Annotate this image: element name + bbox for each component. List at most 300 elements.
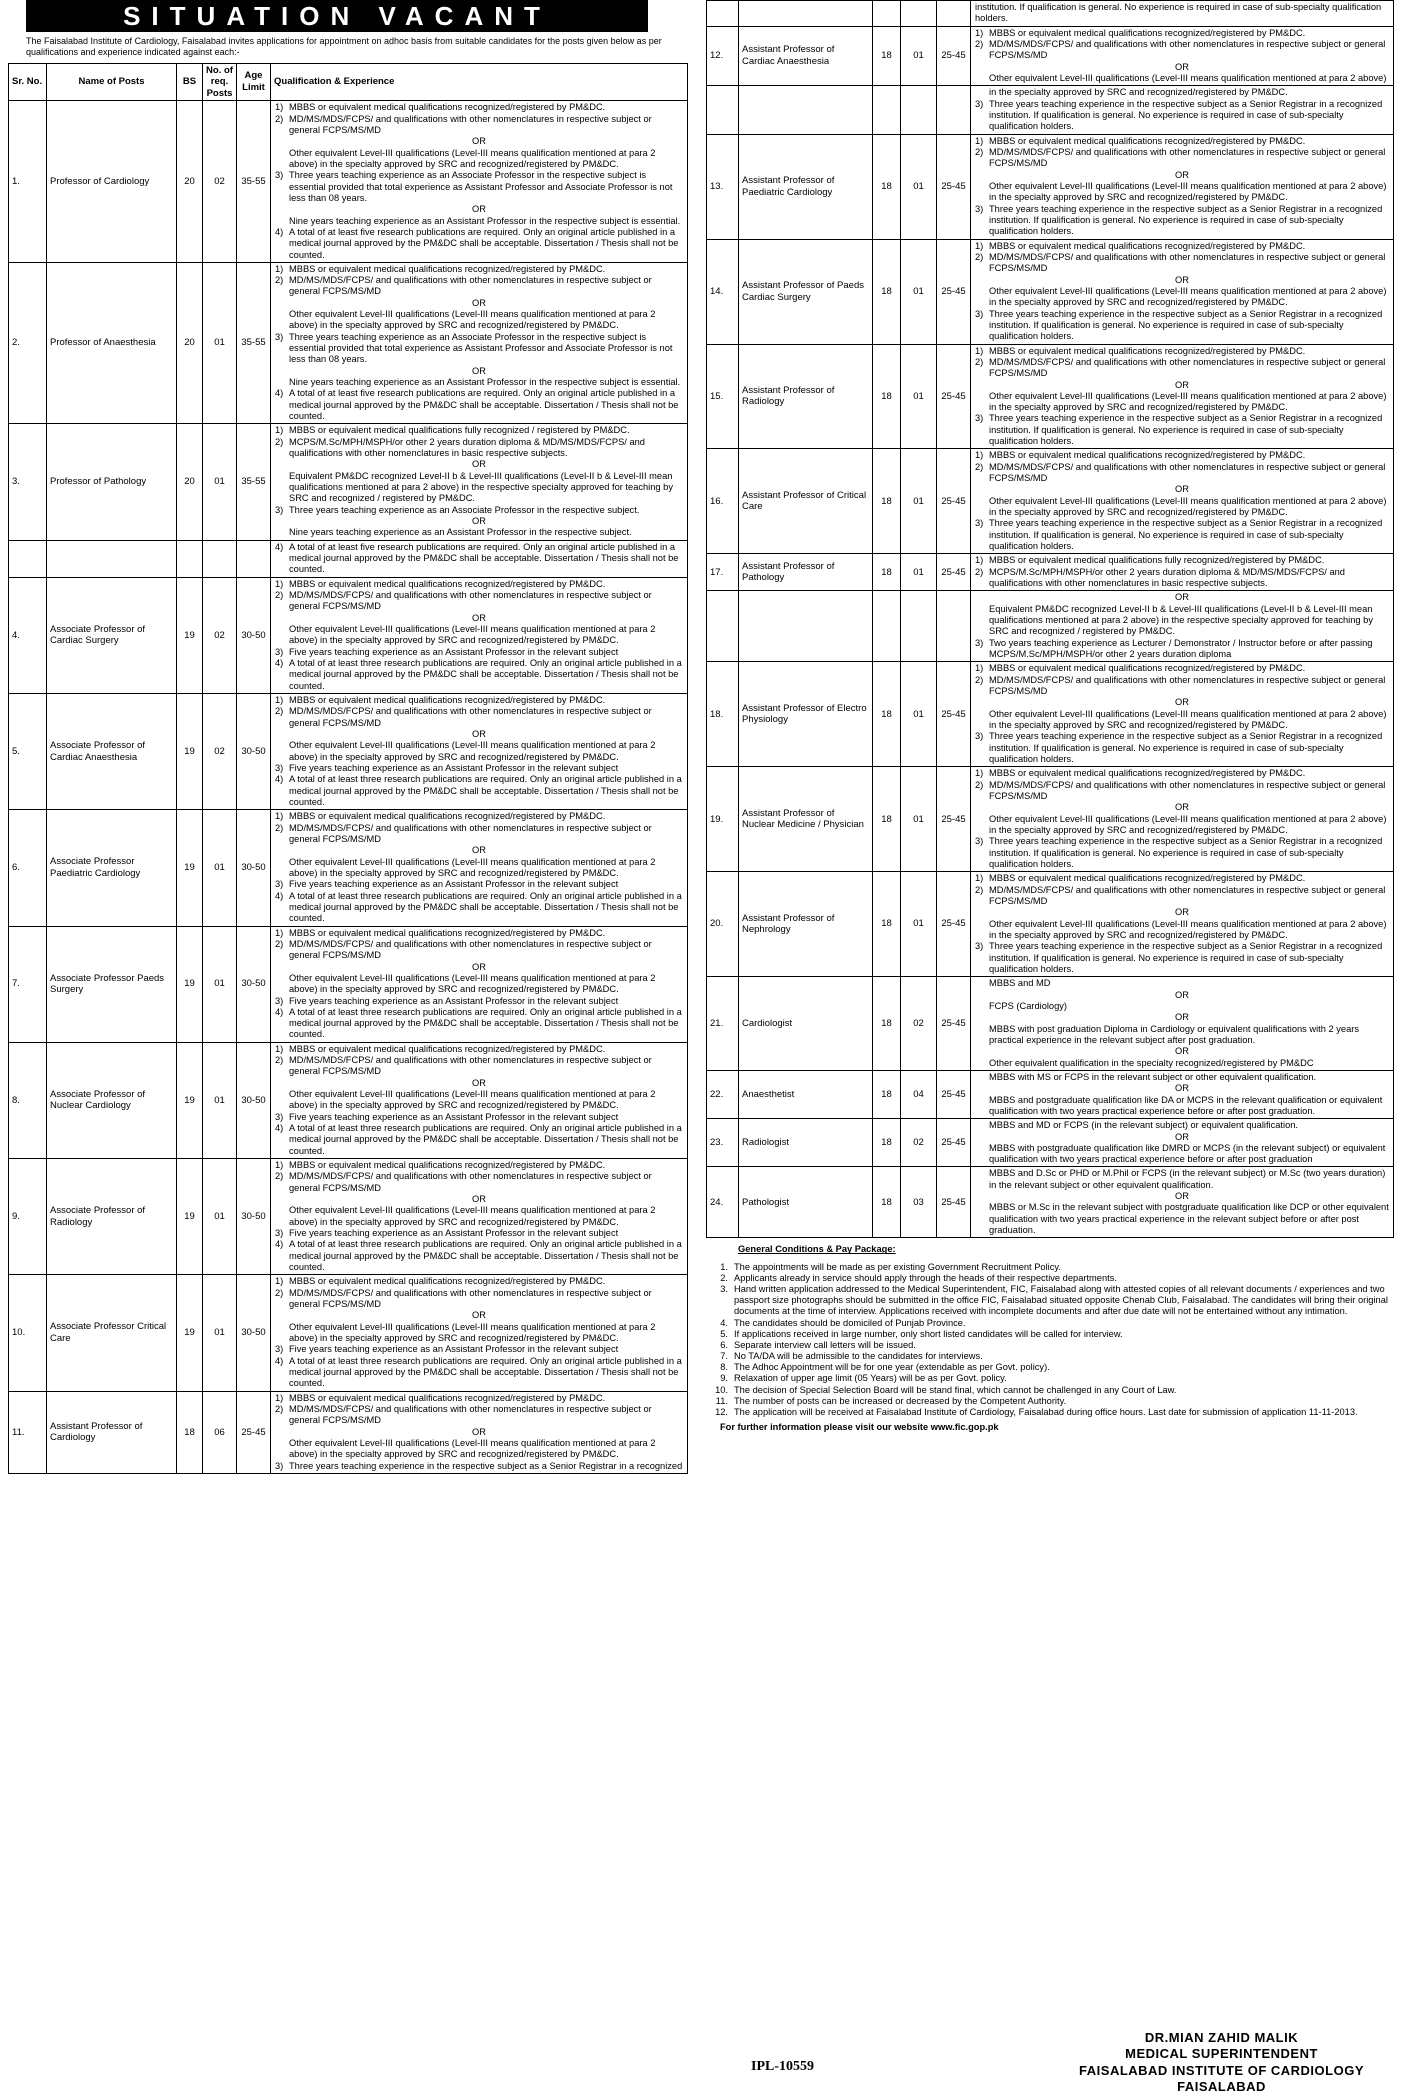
- qualification-item: [275, 1438, 683, 1461]
- qualification-item: [275, 309, 683, 332]
- signature-block: [1079, 2030, 1364, 2095]
- cell-bs: 18: [873, 1119, 901, 1167]
- cell-age: 25-45: [937, 662, 971, 767]
- item-text: MBBS with postgraduate qualification like DMRD or MCPS (in the relevant subject) or equivalent qualification with two years practical experience before or after post graduation: [989, 1142, 1386, 1165]
- cell-age: 25-45: [937, 977, 971, 1071]
- item-text: Other equivalent Level-III qualifications (Level-III means qualification mentioned at para 2 above) in the specialty approved by SRC and recognized/registered by PM&DC.: [989, 708, 1387, 731]
- or-separator: OR: [472, 365, 486, 376]
- cell-name: Associate Professor Paediatric Cardiology: [47, 810, 177, 926]
- cell-qualification: [971, 449, 1394, 554]
- qualification-item: [275, 579, 683, 590]
- qualification-item: [975, 675, 1389, 698]
- item-number: 1): [275, 927, 284, 938]
- qualification-item: [975, 780, 1389, 803]
- item-text: Other equivalent Level-III qualifications (Level-III means qualification mentioned at para 2 above) in the specialty approved by SRC and recognized/registered by PM&DC.: [289, 1321, 656, 1344]
- qualification-item: [275, 811, 683, 822]
- item-text: MBBS or equivalent medical qualifications recognized/registered by PM&DC.: [289, 1043, 606, 1054]
- item-text: MBBS or equivalent medical qualifications recognized/registered by PM&DC.: [989, 240, 1306, 251]
- cell-sr: 19.: [707, 767, 739, 872]
- or-separator: OR: [1175, 1131, 1189, 1142]
- cell-age: 25-45: [937, 872, 971, 977]
- cell-bs: 19: [177, 693, 203, 809]
- item-number: 2): [975, 38, 984, 49]
- cell-name: Pathologist: [739, 1167, 873, 1238]
- cell-age: [237, 540, 271, 577]
- item-number: [275, 527, 289, 538]
- item-text: MBBS or equivalent medical qualifications recognized/registered by PM&DC.: [989, 768, 1306, 779]
- cell-bs: 18: [873, 977, 901, 1071]
- table-row: [9, 693, 688, 809]
- cell-qualification: [271, 577, 688, 693]
- item-text: MD/MS/MDS/FCPS/ and qualifications with other nomenclatures in respective subject or general FCPS/MS/MD: [989, 251, 1386, 274]
- cell-name: Professor of Pathology: [47, 424, 177, 540]
- item-text: MD/MS/MDS/FCPS/ and qualifications with other nomenclatures in respective subject or general FCPS/MS/MD: [989, 38, 1386, 61]
- qualification-item: [275, 695, 683, 706]
- cell-sr: 5.: [9, 693, 47, 809]
- or-separator: OR: [1175, 1191, 1189, 1202]
- item-number: 3): [975, 941, 984, 952]
- item-number: 2): [275, 1287, 284, 1298]
- item-text: MD/MS/MDS/FCPS/ and qualifications with other nomenclatures in respective subject or general FCPS/MS/MD: [289, 822, 652, 844]
- or-separator: OR: [1175, 379, 1189, 390]
- cell-posts: 01: [901, 26, 937, 86]
- cell-bs: 20: [177, 424, 203, 540]
- table-row: [707, 591, 1394, 662]
- item-text: MBBS or equivalent medical qualifications recognized/registered by PM&DC.: [289, 1392, 606, 1403]
- item-number: 4): [275, 1355, 284, 1366]
- further-info: For further information please visit our website www.fic.gop.pk: [720, 1421, 999, 1432]
- qualification-item: [275, 1228, 683, 1239]
- qualification-item: [275, 1461, 683, 1472]
- condition-item: [706, 1329, 1394, 1340]
- item-text: MD/MS/MDS/FCPS/ and qualifications with other nomenclatures in respective subject or general FCPS/MS/MD: [289, 275, 652, 297]
- item-text: A total of at least three research publications are required. Only an original article published in a medical journal approved by the PM&DC shall be acceptable. Dissertation / Thesis shall not be counted.: [289, 1355, 682, 1389]
- cell-qualification: [271, 262, 688, 424]
- item-number: 3): [975, 308, 984, 319]
- item-text: MD/MS/MDS/FCPS/ and qualifications with other nomenclatures in respective subject or general FCPS/MS/MD: [289, 1171, 652, 1193]
- cell-age: 25-45: [937, 1167, 971, 1238]
- cell-name: [739, 86, 873, 134]
- cell-bs: 20: [177, 101, 203, 263]
- qualification-item: [975, 731, 1389, 765]
- cell-name: Associate Professor of Cardiac Anaesthesia: [47, 693, 177, 809]
- cell-qualification: [971, 134, 1394, 239]
- condition-text: No TA/DA will be admissible to the candidates for interviews.: [734, 1351, 983, 1362]
- item-number: 2): [275, 938, 284, 949]
- item-text: MBBS or equivalent medical qualifications recognized/registered by PM&DC.: [289, 263, 606, 274]
- item-number: [975, 73, 989, 84]
- or-separator: OR: [1175, 61, 1189, 72]
- cell-age: 35-55: [237, 101, 271, 263]
- cell-bs: 18: [873, 662, 901, 767]
- item-number: [975, 1024, 989, 1047]
- condition-text: The decision of Special Selection Board will be stand final, which cannot be challenged in any Court of Law.: [734, 1384, 1177, 1395]
- item-number: 3): [275, 1111, 284, 1122]
- cell-posts: 01: [901, 662, 937, 767]
- header-bs: BS: [177, 63, 203, 101]
- item-number: [975, 604, 989, 638]
- table-row: [707, 26, 1394, 86]
- signatory-designation: MEDICAL SUPERINTENDENT: [1125, 2046, 1318, 2062]
- item-text: MBBS or equivalent medical qualifications recognized/registered by PM&DC.: [289, 578, 606, 589]
- qualification-item: [275, 1356, 683, 1390]
- cell-qualification: [271, 540, 688, 577]
- item-text: Three years teaching experience in the respective subject as a Senior Registrar in a recognized institution. If qualification is general. No experience is required in case of sub-specialty qualification holders.: [989, 731, 1383, 764]
- cell-posts: 01: [901, 239, 937, 344]
- condition-number: 6.: [720, 1339, 728, 1350]
- cell-qualification: [971, 591, 1394, 662]
- item-text: MD/MS/MDS/FCPS/ and qualifications with other nomenclatures in respective subject or general FCPS/MS/MD: [289, 1055, 652, 1077]
- item-number: 3): [975, 518, 984, 529]
- item-number: [975, 814, 989, 837]
- item-text: Three years teaching experience in the respective subject as a Senior Registrar in a recognized institution. If qualification is general. No experience is required in case of sub-specialty qualification holders.: [989, 98, 1383, 132]
- qualification-item: [975, 1202, 1389, 1236]
- condition-item: [706, 1385, 1394, 1396]
- item-number: [975, 87, 989, 98]
- item-number: 3): [975, 637, 984, 648]
- item-number: 1): [275, 1276, 284, 1287]
- table-row: [9, 577, 688, 693]
- qualification-item: [275, 170, 683, 204]
- qualification-item: [275, 624, 683, 647]
- cell-sr: 10.: [9, 1275, 47, 1391]
- cell-bs: 19: [177, 926, 203, 1042]
- qualification-item: [275, 1322, 683, 1345]
- item-text: Three years teaching experience as an Associate Professor in the respective subject is essential provided that total experience as Assistant Professor and Associate Professor is not less than 08 years.: [289, 331, 673, 365]
- item-number: [275, 1438, 289, 1461]
- qualification-item: [975, 663, 1389, 674]
- general-conditions: [706, 1244, 1394, 1433]
- item-number: 3): [275, 504, 284, 515]
- item-number: 2): [275, 590, 284, 601]
- item-number: 4): [275, 226, 284, 237]
- table-row: [9, 810, 688, 926]
- cell-posts: 01: [203, 926, 237, 1042]
- or-separator: OR: [472, 728, 486, 739]
- condition-item: [706, 1362, 1394, 1373]
- table-row: [707, 1070, 1394, 1118]
- qualification-item: [975, 555, 1389, 566]
- ipl-number: IPL-10559: [751, 2059, 814, 2074]
- item-text: MBBS or equivalent medical qualifications recognized/registered by PM&DC.: [289, 1160, 606, 1171]
- item-text: MBBS or equivalent medical qualifications recognized/registered by PM&DC.: [289, 694, 606, 705]
- item-number: 2): [975, 566, 984, 577]
- left-column: [8, 0, 688, 1474]
- condition-text: The candidates should be domiciled of Punjab Province.: [734, 1317, 966, 1328]
- cell-sr: 11.: [9, 1391, 47, 1473]
- item-number: 3): [275, 1228, 284, 1239]
- or-separator: OR: [1175, 802, 1189, 813]
- item-text: Other equivalent Level-III qualifications (Level-III means qualification mentioned at para 2 above) in the specialty approved by SRC and recognized/registered by PM&DC.: [289, 1205, 656, 1227]
- item-text: FCPS (Cardiology): [989, 1000, 1068, 1011]
- item-number: 1): [975, 873, 984, 884]
- cell-bs: [177, 540, 203, 577]
- qualification-item: [275, 1404, 683, 1427]
- or-separator: OR: [472, 845, 486, 856]
- item-number: [275, 148, 289, 171]
- item-number: [275, 857, 289, 880]
- qualification-item: [975, 181, 1389, 204]
- cell-age: [937, 591, 971, 662]
- header-qualification: Qualification & Experience: [271, 63, 688, 101]
- table-row: [707, 554, 1394, 591]
- item-text: Other equivalent Level-III qualifications (Level-III means qualification mentioned at para 2 above) in the specialty approved by SRC and recognized/registered by PM&DC.: [289, 1089, 656, 1111]
- cell-name: Assistant Professor of Electro Physiology: [739, 662, 873, 767]
- cell-age: 25-45: [937, 1119, 971, 1167]
- item-number: 2): [975, 779, 984, 790]
- item-text: MBBS with post graduation Diploma in Cardiology or equivalent qualifications with 2 years practical experience in the relevant subject after post graduation.: [989, 1023, 1360, 1045]
- item-number: 4): [275, 657, 284, 668]
- cell-bs: 19: [177, 577, 203, 693]
- qualification-item: [275, 973, 683, 996]
- condition-number: 3.: [720, 1284, 728, 1295]
- item-text: Three years teaching experience as an Associate Professor in the respective subject.: [289, 504, 640, 515]
- qualification-item: [975, 768, 1389, 779]
- or-separator: OR: [472, 459, 486, 470]
- item-text: MBBS and MD or FCPS (in the relevant subject) or equivalent qualification.: [989, 1120, 1299, 1131]
- qualification-item: [975, 204, 1389, 238]
- item-text: MD/MS/MDS/FCPS/ and qualifications with other nomenclatures in respective subject or general FCPS/MS/MD: [289, 113, 652, 135]
- qualification-item: [275, 939, 683, 962]
- item-number: 4): [275, 388, 284, 399]
- item-text: MCPS/M.Sc/MPH/MSPH/or other 2 years duration diploma & MD/MS/MDS/FCPS/ and qualifications with other nomenclatures in basic respective subjects.: [289, 436, 645, 459]
- cell-name: [47, 540, 177, 577]
- table-header-row: [9, 63, 688, 101]
- item-text: MBBS or equivalent medical qualifications recognized/registered by PM&DC.: [989, 663, 1306, 674]
- cell-age: 25-45: [237, 1391, 271, 1473]
- item-text: MD/MS/MDS/FCPS/ and qualifications with other nomenclatures in respective subject or general FCPS/MS/MD: [989, 356, 1386, 379]
- cell-sr: [707, 86, 739, 134]
- cell-bs: 18: [873, 344, 901, 449]
- or-separator: OR: [1175, 1083, 1189, 1094]
- cell-qualification: [271, 926, 688, 1042]
- or-separator: OR: [1175, 592, 1189, 603]
- table-row: [707, 977, 1394, 1071]
- item-number: [975, 1120, 989, 1131]
- cell-posts: 02: [901, 1119, 937, 1167]
- item-text: Two years teaching experience as Lecturer / Demonstrator / Instructor before or after passing MCPS/M.Sc/MPH/MSPH/or other 2 years duration diploma: [989, 637, 1373, 660]
- conditions-title: General Conditions & Pay Package:: [738, 1244, 896, 1255]
- item-number: 2): [275, 1171, 284, 1182]
- qualification-item: [975, 885, 1389, 908]
- qualification-item: [975, 462, 1389, 485]
- item-text: Five years teaching experience as an Assistant Professor in the relevant subject: [289, 1344, 619, 1355]
- qualification-item: [975, 87, 1389, 98]
- item-number: 3): [975, 731, 984, 742]
- cell-age: 30-50: [237, 693, 271, 809]
- item-number: 2): [275, 1055, 284, 1066]
- or-separator: OR: [1175, 1046, 1189, 1057]
- qualification-item: [275, 1089, 683, 1112]
- item-number: 2): [975, 461, 984, 472]
- cell-sr: 2.: [9, 262, 47, 424]
- condition-number: 9.: [720, 1373, 728, 1384]
- item-text: MBBS or equivalent medical qualifications recognized/registered by PM&DC.: [289, 102, 606, 113]
- table-row: [707, 662, 1394, 767]
- qualification-item: [275, 879, 683, 890]
- item-number: 2): [275, 275, 284, 286]
- item-number: 1): [275, 694, 284, 705]
- qualification-item: [275, 706, 683, 729]
- cell-age: 30-50: [237, 577, 271, 693]
- qualification-item: [975, 39, 1389, 62]
- header-name: Name of Posts: [47, 63, 177, 101]
- cell-name: Professor of Cardiology: [47, 101, 177, 263]
- or-separator: OR: [472, 297, 486, 308]
- item-text: Three years teaching experience in the respective subject as a Senior Registrar in a recognized institution. If qualification is general. No experience is required in case of sub-specialty qualification holders.: [989, 203, 1383, 237]
- item-number: 1): [975, 240, 984, 251]
- table-row: [707, 872, 1394, 977]
- cell-posts: [203, 540, 237, 577]
- item-text: MBBS or equivalent medical qualifications recognized/registered by PM&DC.: [289, 927, 606, 938]
- item-text: Other equivalent Level-III qualifications (Level-III means qualification mentioned at para 2 above) in the specialty approved by SRC and recognized/registered by PM&DC.: [289, 147, 656, 169]
- item-number: 3): [975, 98, 984, 109]
- condition-number: 7.: [720, 1351, 728, 1362]
- cell-posts: 02: [901, 977, 937, 1071]
- item-text: MBBS and D.Sc or PHD or M.Phil or FCPS (in the relevant subject) or M.Sc (two years duration) in the relevant subject or other equivalent qualification.: [989, 1168, 1386, 1190]
- qualification-item: [975, 413, 1389, 447]
- item-number: [975, 286, 989, 309]
- item-text: Other equivalent Level-III qualifications (Level-III means qualification mentioned at para 2 above) in the specialty approved by SRC and recognized/registered by PM&DC.: [989, 813, 1387, 835]
- cell-sr: 1.: [9, 101, 47, 263]
- item-number: 1): [275, 263, 284, 274]
- item-text: Nine years teaching experience as an Assistant Professor in the respective subject is essential.: [289, 377, 681, 388]
- item-number: 3): [275, 331, 284, 342]
- right-table-body: [707, 1, 1394, 1238]
- cell-sr: 15.: [707, 344, 739, 449]
- qualification-item: [975, 836, 1389, 870]
- item-text: Five years teaching experience as an Assistant Professor in the relevant subject: [289, 1228, 619, 1239]
- or-separator: OR: [1175, 274, 1189, 285]
- item-text: MD/MS/MDS/FCPS/ and qualifications with other nomenclatures in respective subject or general FCPS/MS/MD: [989, 884, 1386, 906]
- item-number: 3): [275, 1344, 284, 1355]
- item-text: MBBS or equivalent medical qualifications fully recognized / registered by PM&DC.: [289, 425, 630, 436]
- item-number: 4): [275, 1123, 284, 1134]
- item-text: MD/MS/MDS/FCPS/ and qualifications with other nomenclatures in respective subject or general FCPS/MS/MD: [989, 674, 1386, 697]
- cell-name: Assistant Professor of Cardiac Anaesthesia: [739, 26, 873, 86]
- item-number: 1): [275, 811, 284, 822]
- qualification-item: [275, 996, 683, 1007]
- qualification-item: [275, 1344, 683, 1355]
- qualification-item: [975, 147, 1389, 170]
- item-text: MBBS and postgraduate qualification like DA or MCPS in the relevant qualification or equivalent qualification with two years practical experience before or after post graduation.: [989, 1094, 1383, 1116]
- qualification-item: [275, 437, 683, 460]
- item-number: [975, 709, 989, 732]
- qualification-item: [975, 709, 1389, 732]
- qualification-item: [275, 527, 683, 538]
- cell-age: 25-45: [937, 344, 971, 449]
- qualification-item: [975, 309, 1389, 343]
- table-row: [9, 540, 688, 577]
- qualification-item: [975, 1001, 1389, 1012]
- item-text: Equivalent PM&DC recognized Level-II b & Level-III qualifications (Level-II b & Level-III mean qualifications mentioned at para 2 above) in the respective specialty approved for teaching by SRC and recognized / registered by PM&DC.: [989, 603, 1373, 637]
- item-number: 4): [275, 541, 284, 552]
- item-number: 3): [275, 646, 284, 657]
- or-separator: OR: [472, 961, 486, 972]
- item-number: 2): [275, 706, 284, 717]
- or-separator: OR: [1175, 907, 1189, 918]
- cell-sr: [707, 591, 739, 662]
- item-text: MD/MS/MDS/FCPS/ and qualifications with other nomenclatures in respective subject or general FCPS/MS/MD: [289, 706, 652, 728]
- cell-bs: 18: [873, 767, 901, 872]
- or-separator: OR: [472, 516, 486, 527]
- item-number: 1): [975, 555, 984, 566]
- qualification-item: [975, 873, 1389, 884]
- condition-text: If applications received in large number, only short listed candidates will be called for interview.: [734, 1328, 1123, 1339]
- qualification-item: [975, 450, 1389, 461]
- item-text: Other equivalent Level-III qualifications (Level-III means qualification mentioned at para 2 above) in the specialty approved by SRC and recognized/registered by PM&DC.: [989, 285, 1387, 308]
- qualification-item: [275, 1007, 683, 1041]
- cell-sr: 17.: [707, 554, 739, 591]
- item-text: Three years teaching experience in the respective subject as a Senior Registrar in a recognized: [289, 1460, 683, 1471]
- item-text: A total of at least three research publications are required. Only an original article published in a medical journal approved by the PM&DC shall be acceptable. Dissertation / Thesis shall not be counted.: [289, 657, 682, 691]
- item-text: Three years teaching experience as an Associate Professor in the respective subject is essential provided that total experience as Assistant Professor and Associate Professor is not less than 08 years.: [289, 170, 673, 203]
- cell-posts: 03: [901, 1167, 937, 1238]
- or-separator: OR: [472, 1426, 486, 1437]
- item-text: MBBS or equivalent medical qualifications recognized/registered by PM&DC.: [989, 135, 1306, 146]
- cell-qualification: [971, 1070, 1394, 1118]
- signatory-org: FAISALABAD INSTITUTE OF CARDIOLOGY: [1079, 2062, 1364, 2078]
- item-text: Three years teaching experience in the respective subject as a Senior Registrar in a recognized institution. If qualification is general. No experience is required in case of sub-specialty qualification holders.: [989, 941, 1383, 974]
- condition-text: Applicants already in service should apply through the heads of their respective departments.: [734, 1272, 1117, 1283]
- qualification-item: [975, 391, 1389, 414]
- cell-name: Assistant Professor of Paediatric Cardiology: [739, 134, 873, 239]
- cell-bs: [873, 86, 901, 134]
- cell-posts: [901, 1, 937, 27]
- item-text: MD/MS/MDS/FCPS/ and qualifications with other nomenclatures in respective subject or general FCPS/MS/MD: [289, 938, 652, 961]
- table-row: [9, 1391, 688, 1473]
- qualification-item: [275, 1055, 683, 1078]
- condition-item: [706, 1351, 1394, 1362]
- item-text: A total of at least three research publications are required. Only an original article published in a medical journal approved by the PM&DC shall be acceptable. Dissertation / Thesis shall not be counted.: [289, 1006, 682, 1040]
- table-row: [707, 1167, 1394, 1238]
- cell-age: [937, 86, 971, 134]
- item-text: Other equivalent Level-III qualifications (Level-III means qualification mentioned at para 2 above) in the specialty approved by SRC and recognized/registered by PM&DC.: [289, 624, 656, 646]
- item-text: MCPS/M.Sc/MPH/MSPH/or other 2 years duration diploma & MD/MS/MDS/FCPS/ and qualifications with other nomenclatures in basic respective subjects.: [989, 566, 1345, 589]
- cell-bs: 18: [873, 239, 901, 344]
- item-text: Three years teaching experience in the respective subject as a Senior Registrar in a recognized institution. If qualification is general. No experience is required in case of sub-specialty qualification holders.: [989, 518, 1383, 552]
- table-row: [9, 101, 688, 263]
- cell-bs: 18: [873, 26, 901, 86]
- cell-sr: 18.: [707, 662, 739, 767]
- item-number: [975, 181, 989, 204]
- cell-sr: 6.: [9, 810, 47, 926]
- item-text: Other equivalent Level-III qualifications (Level-III means qualification mentioned at para 2 above) in the specialty approved by SRC and recognized/registered by PM&DC.: [989, 918, 1387, 940]
- cell-posts: 01: [901, 344, 937, 449]
- item-number: 1): [275, 425, 284, 436]
- qualification-item: [975, 496, 1389, 519]
- cell-qualification: [971, 554, 1394, 591]
- qualification-item: [275, 1288, 683, 1311]
- qualification-item: [275, 275, 683, 298]
- condition-item: [706, 1340, 1394, 1351]
- cell-posts: 01: [901, 134, 937, 239]
- qualification-item: [975, 1072, 1389, 1083]
- cell-name: Assistant Professor of Paeds Cardiac Surgery: [739, 239, 873, 344]
- cell-name: Associate Professor Critical Care: [47, 1275, 177, 1391]
- condition-item: [706, 1396, 1394, 1407]
- item-number: 4): [275, 890, 284, 901]
- table-row: [707, 86, 1394, 134]
- or-separator: OR: [472, 612, 486, 623]
- item-text: Nine years teaching experience as an Assistant Professor in the respective subject.: [289, 527, 632, 538]
- item-text: in the specialty approved by SRC and recognized/registered by PM&DC.: [989, 87, 1288, 98]
- item-number: 1): [275, 578, 284, 589]
- cell-posts: 01: [901, 449, 937, 554]
- cell-qualification: [971, 977, 1394, 1071]
- cell-bs: 18: [873, 872, 901, 977]
- cell-posts: 02: [203, 101, 237, 263]
